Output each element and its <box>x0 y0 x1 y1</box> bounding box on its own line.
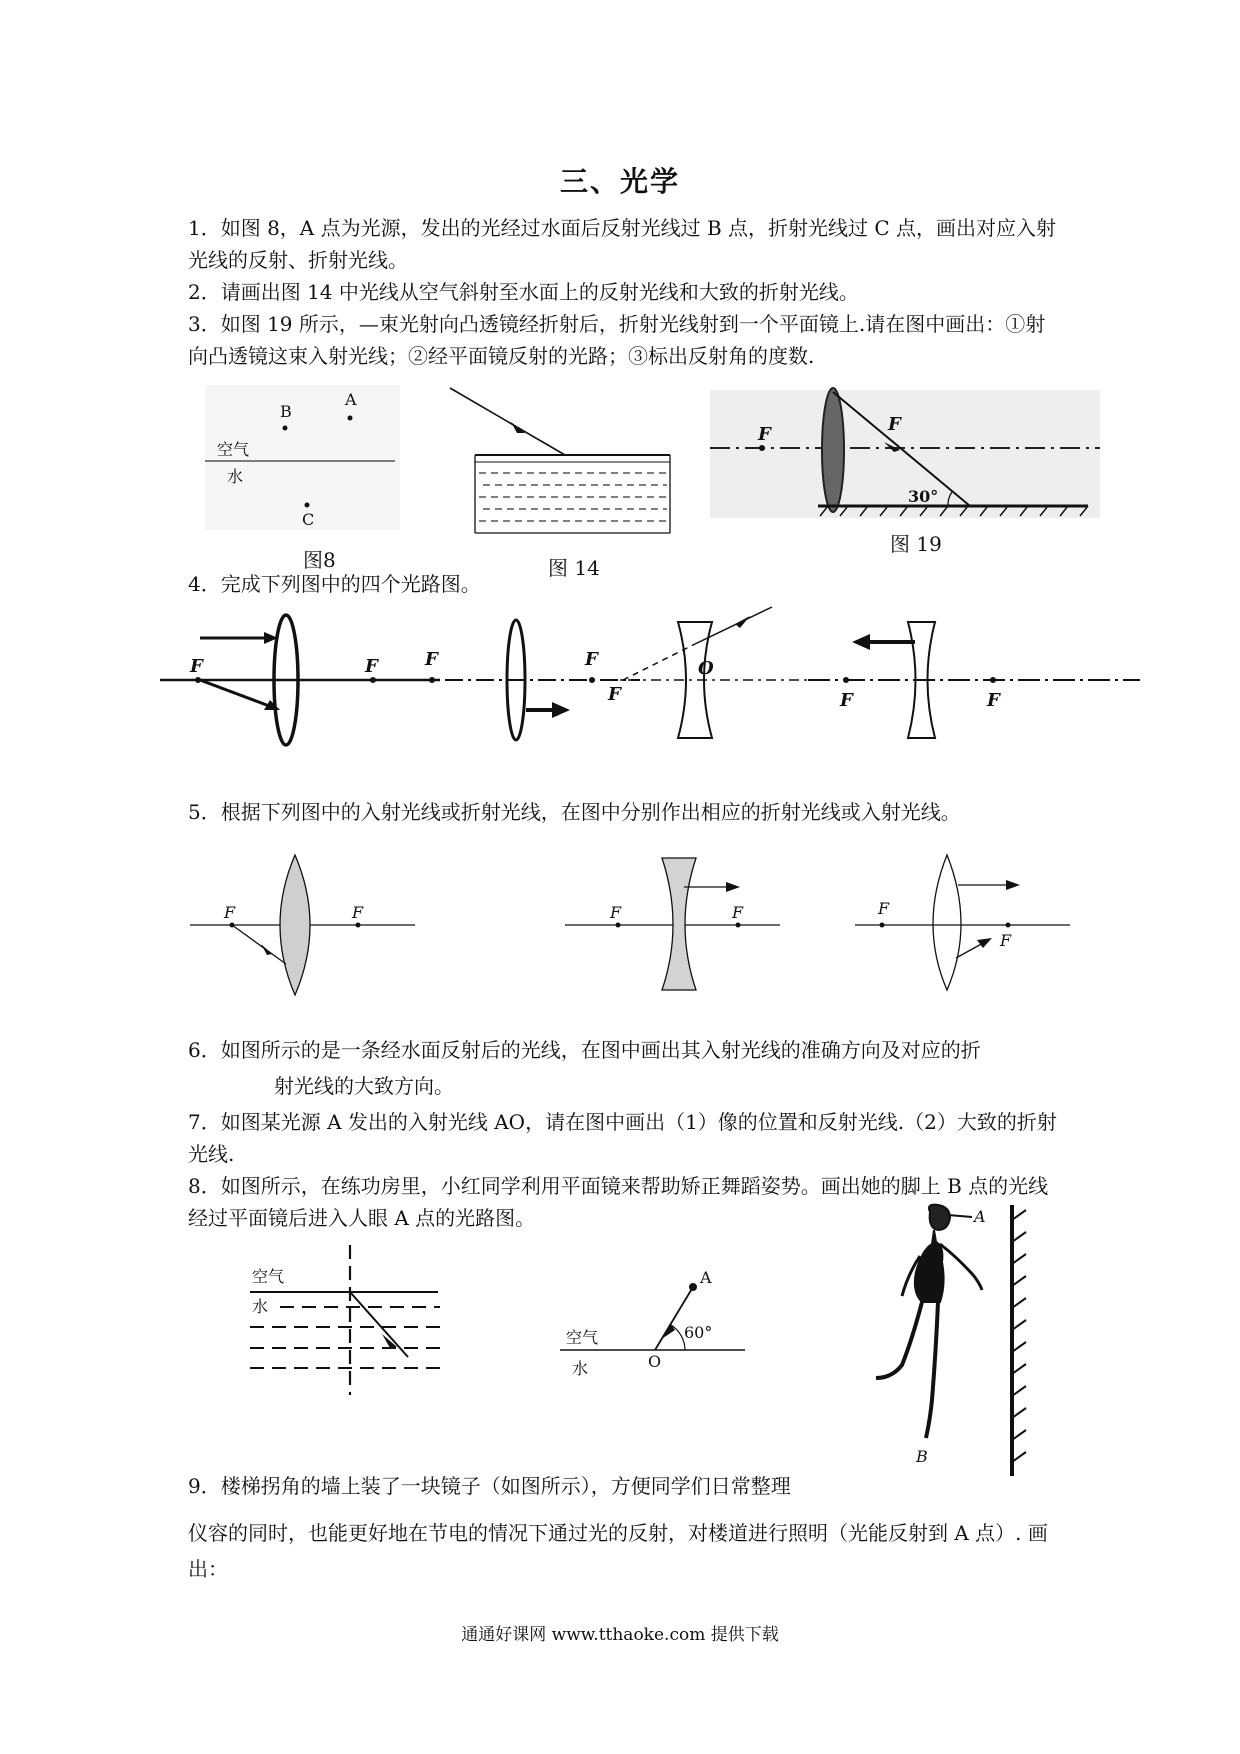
fig14-incident-ray <box>450 388 565 455</box>
fig19-convex-lens <box>822 388 844 512</box>
figure-14-caption: 图 14 <box>548 556 600 580</box>
question-1: 1．如图 8，A 点为光源，发出的光经过水面后反射光线过 B 点，折射光线过 C 点，画出对应入射光线的反射、折射光线。 <box>188 216 1057 272</box>
question-9-cont: 仪容的同时，也能更好地在节电的情况下通过光的反射，对楼道进行照明（光能反射到 A 点）. 画出： <box>188 1521 1048 1581</box>
question-4: 4．完成下列图中的四个光路图。 <box>188 572 481 596</box>
fig19-focus-left: F <box>758 424 771 445</box>
q7-diagram <box>560 1265 750 1395</box>
q5-d2-concave-lens <box>662 858 696 990</box>
q4-d4-focus-right: F <box>987 690 1000 711</box>
question-9: 9．楼梯拐角的墙上装了一块镜子（如图所示），方便同学们日常整理 <box>188 1474 791 1498</box>
fig14-water-hatching <box>479 473 667 521</box>
fig8-label-b: B <box>280 402 292 421</box>
question-6-cont: 射光线的大致方向。 <box>274 1074 454 1098</box>
q7-label-o: O <box>648 1352 662 1371</box>
q6-diagram <box>250 1245 450 1405</box>
figure-19 <box>710 390 1100 520</box>
fig8-point-b <box>283 426 288 431</box>
q8-diagram <box>850 1200 1040 1485</box>
q4-d1-focus-right: F <box>365 656 378 677</box>
q5-d3-focus-left: F <box>878 899 890 918</box>
page-footer: 通通好课网 www.tthaoke.com 提供下载 <box>461 1625 779 1645</box>
fig19-angle-label: 30° <box>908 487 939 506</box>
question-5: 5．根据下列图中的入射光线或折射光线，在图中分别作出相应的折射光线或入射光线。 <box>188 800 961 824</box>
fig8-point-a <box>348 416 353 421</box>
question-7: 7．如图某光源 A 发出的入射光线 AO，请在图中画出（1）像的位置和反射光线.（2）大致的折射光线. <box>188 1110 1057 1166</box>
q5-d3-focus-right: F <box>1000 931 1012 950</box>
q7-label-air: 空气 <box>566 1328 599 1347</box>
q5-d1-focus-right: F <box>352 903 364 922</box>
q4-d3-center-o: O <box>698 658 714 679</box>
figure-8 <box>205 385 405 535</box>
question-8: 8．如图所示，在练功房里，小红同学利用平面镜来帮助矫正舞蹈姿势。画出她的脚上 B 点的光线经过平面镜后进入人眼 A 点的光路图。 <box>188 1174 1049 1230</box>
q4-d2-focus-right: F <box>585 649 598 670</box>
figure-19-caption: 图 19 <box>890 532 942 556</box>
fig8-label-air: 空气 <box>217 440 250 459</box>
dancer-figure <box>876 1205 982 1438</box>
q4-d1-focus-left: F <box>190 656 203 677</box>
q5-d1-focus-left: F <box>224 903 236 922</box>
q5-diagrams <box>190 840 1070 1000</box>
q4-diagrams <box>160 610 1140 750</box>
q7-label-water: 水 <box>572 1359 589 1378</box>
q5-d1-convex-lens <box>280 855 310 995</box>
q7-label-a: A <box>700 1268 712 1287</box>
q7-arrow-icon <box>663 1323 675 1338</box>
q5-d2-focus-right: F <box>732 903 744 922</box>
question-2: 2．请画出图 14 中光线从空气斜射至水面上的反射光线和大致的折射光线。 <box>188 280 859 304</box>
page-title: 三、光学 <box>559 165 680 198</box>
q4-d4-focus-left: F <box>840 690 853 711</box>
figure-8-caption: 图8 <box>303 548 336 572</box>
q5-d3-convex-lens <box>933 855 961 990</box>
q8-label-b: B <box>916 1447 928 1466</box>
fig8-label-c: C <box>302 510 315 529</box>
q8-label-a: A <box>974 1207 986 1226</box>
fig8-label-water: 水 <box>227 467 244 486</box>
q6-water-hatching <box>250 1307 440 1368</box>
fig8-point-c <box>305 503 310 508</box>
q6-label-air: 空气 <box>252 1267 285 1286</box>
q4-d2-focus-left: F <box>425 649 438 670</box>
fig19-focus-right: F <box>888 414 901 435</box>
figure-14 <box>445 385 675 535</box>
q5-d2-focus-left: F <box>610 903 622 922</box>
question-6: 6．如图所示的是一条经水面反射后的光线，在图中画出其入射光线的准确方向及对应的折 <box>188 1038 981 1062</box>
q6-ray <box>350 1292 408 1357</box>
q4-d3-focus: F <box>608 684 621 705</box>
q8-mirror-hatching <box>1012 1210 1026 1462</box>
q7-angle-label: 60° <box>684 1323 713 1342</box>
fig8-label-a: A <box>345 390 357 409</box>
q6-label-water: 水 <box>252 1297 269 1316</box>
question-3: 3．如图 19 所示，—束光射向凸透镜经折射后，折射光线射到一个平面镜上.请在图中画出：①射向凸透镜这束入射光线；②经平面镜反射的光路；③标出反射角的度数. <box>188 312 1046 368</box>
